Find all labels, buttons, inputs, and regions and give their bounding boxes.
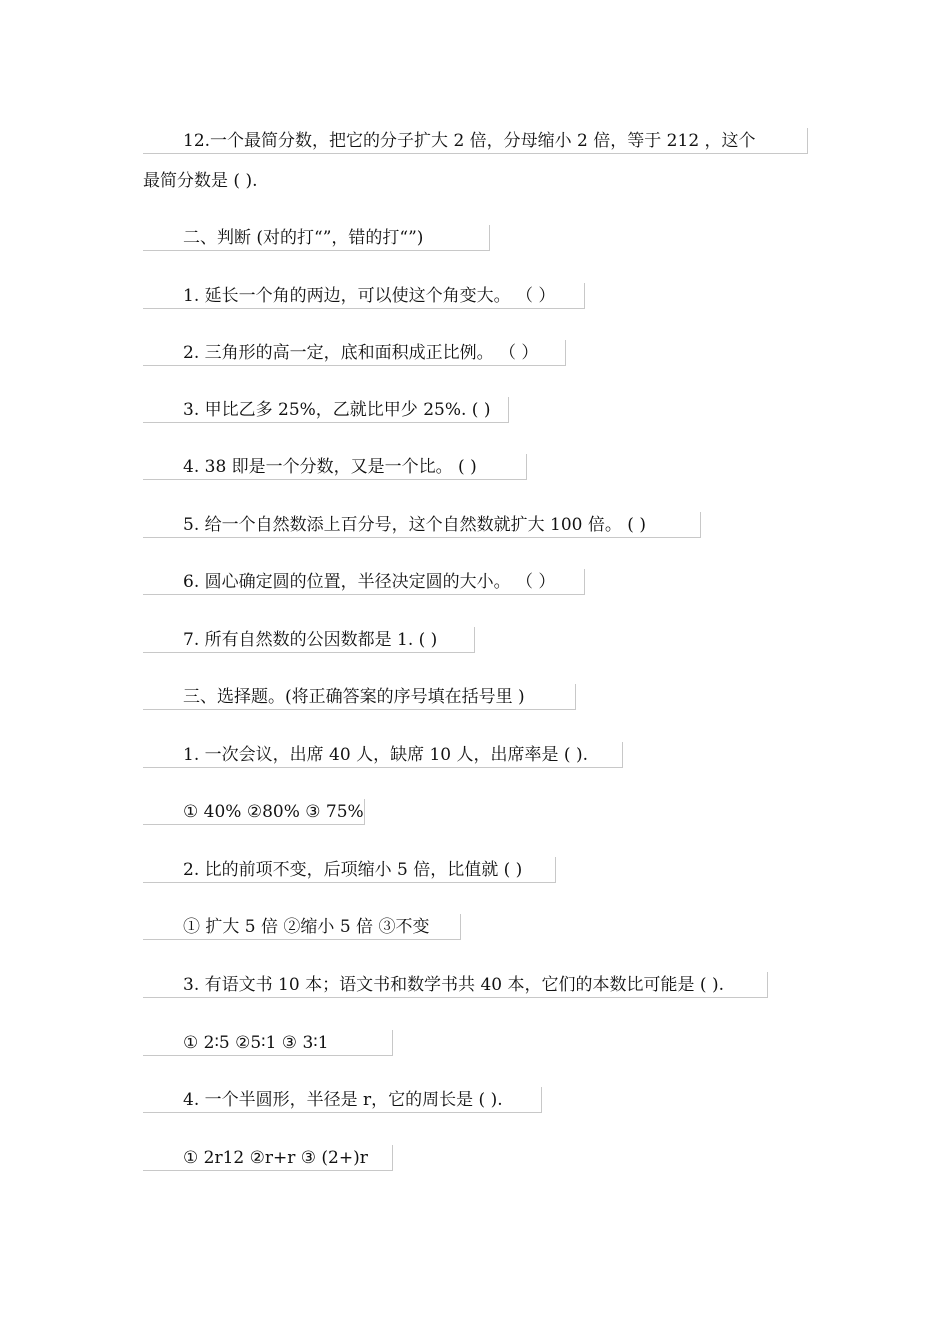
choice-question-4: 4. 一个半圆形，半径是 r，它的周长是 ( ).: [143, 1087, 542, 1113]
judgment-item-7: 7. 所有自然数的公因数都是 1. ( ): [143, 627, 475, 653]
judgment-item-1: 1. 延长一个角的两边，可以使这个角变大。 （ ）: [143, 283, 585, 309]
section-judgment-heading: 二、判断 (对的打“”，错的打“”): [143, 225, 490, 251]
question-12-line1: 12.一个最简分数，把它的分子扩大 2 倍，分母缩小 2 倍，等于 212 ，这个: [143, 128, 808, 154]
judgment-item-6: 6. 圆心确定圆的位置，半径决定圆的大小。 （ ）: [143, 569, 585, 595]
choice-options-2: ① 扩大 5 倍 ②缩小 5 倍 ③不变: [143, 914, 461, 940]
choice-options-4: ① 2r12 ②r+r ③ (2+)r: [143, 1145, 393, 1171]
judgment-item-3: 3. 甲比乙多 25%，乙就比甲少 25%. ( ): [143, 397, 509, 423]
section-choice-heading: 三、选择题。(将正确答案的序号填在括号里 ): [143, 684, 576, 710]
judgment-item-4: 4. 38 即是一个分数，又是一个比。 ( ): [143, 454, 527, 480]
choice-question-2: 2. 比的前项不变，后项缩小 5 倍，比值就 ( ): [143, 857, 556, 883]
choice-question-1: 1. 一次会议，出席 40 人，缺席 10 人，出席率是 ( ).: [143, 742, 623, 768]
choice-question-3: 3. 有语文书 10 本；语文书和数学书共 40 本，它们的本数比可能是 ( ).: [143, 972, 768, 998]
choice-options-1: ① 40% ②80% ③ 75%: [143, 799, 365, 825]
choice-options-3: ① 2∶5 ②5∶1 ③ 3∶1: [143, 1030, 393, 1056]
judgment-item-5: 5. 给一个自然数添上百分号，这个自然数就扩大 100 倍。 ( ): [143, 512, 701, 538]
question-12-line2: 最简分数是 ( ).: [143, 171, 258, 191]
judgment-item-2: 2. 三角形的高一定，底和面积成正比例。 （ ）: [143, 340, 566, 366]
